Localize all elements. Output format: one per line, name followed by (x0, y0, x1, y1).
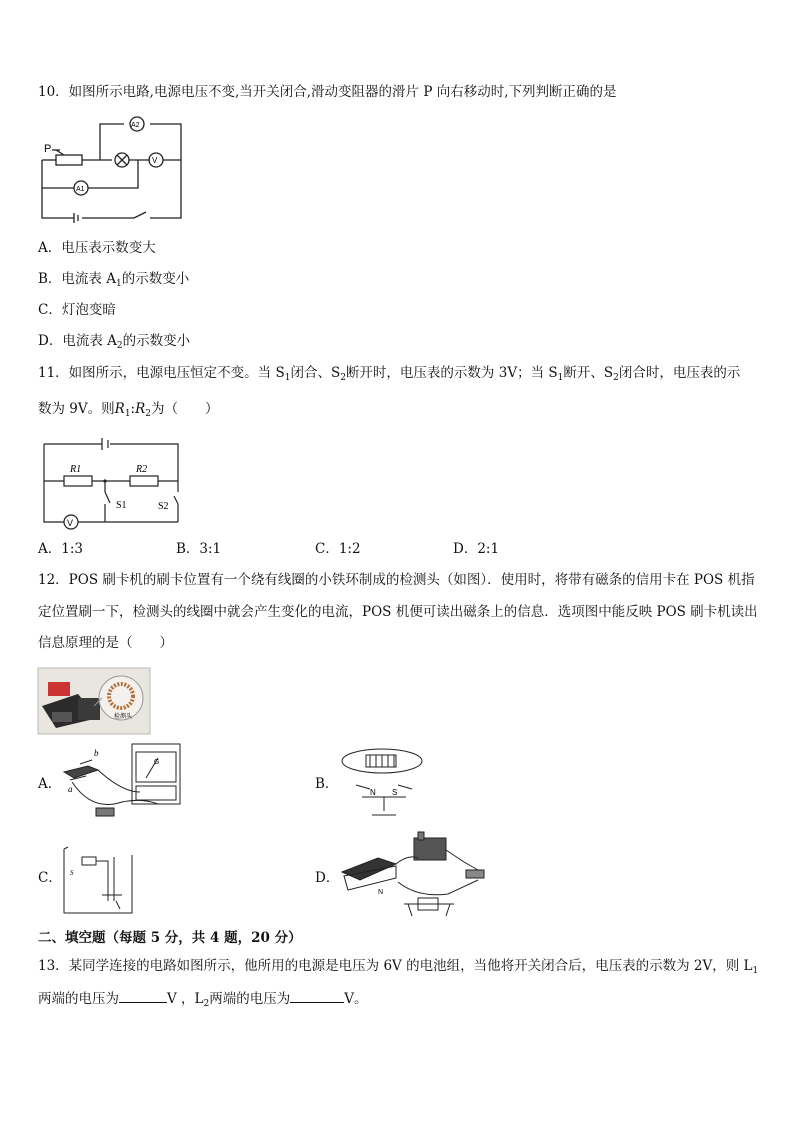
q11-l1-sub4: 2 (613, 373, 619, 383)
q12-pos-photo (38, 668, 150, 734)
q10-option-b-post: 的示数变小 (121, 271, 190, 287)
q12-figure-b-solenoid (336, 745, 426, 817)
q11-l2-b: 为（ ） (151, 401, 219, 417)
q12-figure-a-galvanometer (62, 742, 184, 822)
q13-l2-d: V。 (344, 991, 368, 1007)
q11-label-r1: R1 (70, 464, 82, 475)
q12-fig-d-n: N (378, 889, 384, 896)
q12-option-a: A． (38, 776, 62, 792)
q11-ratio-colon: : (130, 401, 136, 417)
q11-l1-b: 闭合、S (290, 365, 341, 381)
q12-figure-d-motor (338, 832, 488, 920)
q10-option-a: A．电压表示数变大 (38, 240, 156, 256)
q13-l2-c: 两端的电压为 (209, 991, 291, 1007)
q12-figure-c-electrolysis (62, 845, 136, 917)
q11-stem-line1 (38, 364, 740, 382)
q13-stem-line1 (38, 957, 758, 975)
q11-l1-c: 断开时，电压表的示数为 3V；当 S (345, 365, 558, 381)
q11-l1-e: 闭合时，电压表的示 (618, 365, 741, 381)
q11-circuit-diagram (38, 432, 188, 532)
q12-option-b: B． (315, 776, 339, 792)
q10-label-a1: A1 (76, 186, 85, 193)
q10-option-d-pre: D．电流表 A (38, 333, 117, 349)
q10-option-b (38, 270, 189, 288)
q11-option-a: A．1:3 (38, 541, 83, 557)
section-2-title: 二、填空题（每题 5 分，共 4 题，20 分） (38, 930, 302, 946)
q12-stem-line3: 信息原理的是（ ） (38, 635, 173, 651)
q10-option-d-post: 的示数变小 (122, 333, 191, 349)
q10-label-p: P (44, 143, 52, 155)
q12-stem-line1: 12．POS 刷卡机的刷卡位置有一个绕有线圈的小铁环制成的检测头（如图）．使用时，将带有磁条的信用卡在 POS 机指 (38, 572, 755, 588)
q12-photo-caption: 检测头 (114, 713, 133, 720)
q11-stem-line2 (38, 400, 219, 418)
q12-fig-a-b: b (94, 748, 99, 758)
q13-l1-a: 13．某同学连接的电路如图所示，他所用的电源是电压为 6V 的电池组，当他将开关闭合后，电压表的示数为 2V，则 L (38, 958, 753, 974)
q11-label-s2: S2 (158, 501, 169, 512)
q11-ratio-sub2: 2 (145, 409, 152, 419)
q12-fig-c-s: S (70, 869, 74, 877)
q13-stem-line2 (38, 988, 368, 1008)
q11-l1-sub3: 1 (557, 373, 564, 383)
q11-option-d: D．2:1 (453, 541, 500, 557)
q13-l2-sub: 2 (203, 999, 210, 1009)
q11-ratio-r2: R (135, 401, 146, 417)
q13-blank-2[interactable] (290, 988, 344, 1003)
q10-label-a2: A2 (131, 122, 140, 129)
q11-option-b: B．3:1 (176, 541, 222, 557)
q11-l1-sub1: 1 (284, 373, 291, 383)
q11-l2-a: 数为 9V。则 (38, 401, 115, 417)
q12-option-c: C． (38, 870, 62, 886)
q12-fig-a-g: G (154, 759, 160, 766)
q10-option-b-pre: B．电流表 A (38, 271, 116, 287)
q13-l1-sub: 1 (752, 966, 759, 976)
q12-fig-b-s: S (392, 788, 398, 797)
q11-ratio-r1: R (114, 401, 125, 417)
q13-l2-a: 两端的电压为 (38, 991, 119, 1007)
q11-label-r2: R2 (136, 464, 148, 475)
q12-stem-line2: 定位置刷一下，检测头的线圈中就会产生变化的电流，POS 机便可读出磁条上的信息．选项图中能反映 POS 刷卡机读出 (38, 604, 758, 620)
q11-l1-a: 11．如图所示，电源电压恒定不变。当 S (38, 365, 285, 381)
q11-label-s1: S1 (116, 500, 127, 511)
q11-l1-sub2: 2 (340, 373, 346, 383)
q13-l2-b: V ，L (167, 991, 204, 1007)
q10-option-b-sub: 1 (115, 279, 122, 289)
q10-option-d (38, 332, 190, 350)
q10-circuit-diagram (38, 118, 188, 222)
q12-option-d: D． (315, 870, 340, 886)
q10-label-v: V (152, 156, 158, 165)
q11-label-v: V (67, 518, 74, 528)
q12-fig-a-a: a (68, 784, 73, 794)
q13-blank-1[interactable] (119, 988, 167, 1003)
q11-l1-d: 断开、S (563, 365, 614, 381)
q10-option-c: C．灯泡变暗 (38, 302, 116, 318)
q11-ratio-sub1: 1 (124, 409, 131, 419)
q10-option-d-sub: 2 (116, 341, 123, 351)
q12-fig-b-n: N (370, 788, 376, 797)
q10-stem: 10．如图所示电路,电源电压不变,当开关闭合,滑动变阻器的滑片 P 向右移动时,下列判断正确的是 (38, 84, 617, 100)
q11-option-c: C．1:2 (315, 541, 361, 557)
